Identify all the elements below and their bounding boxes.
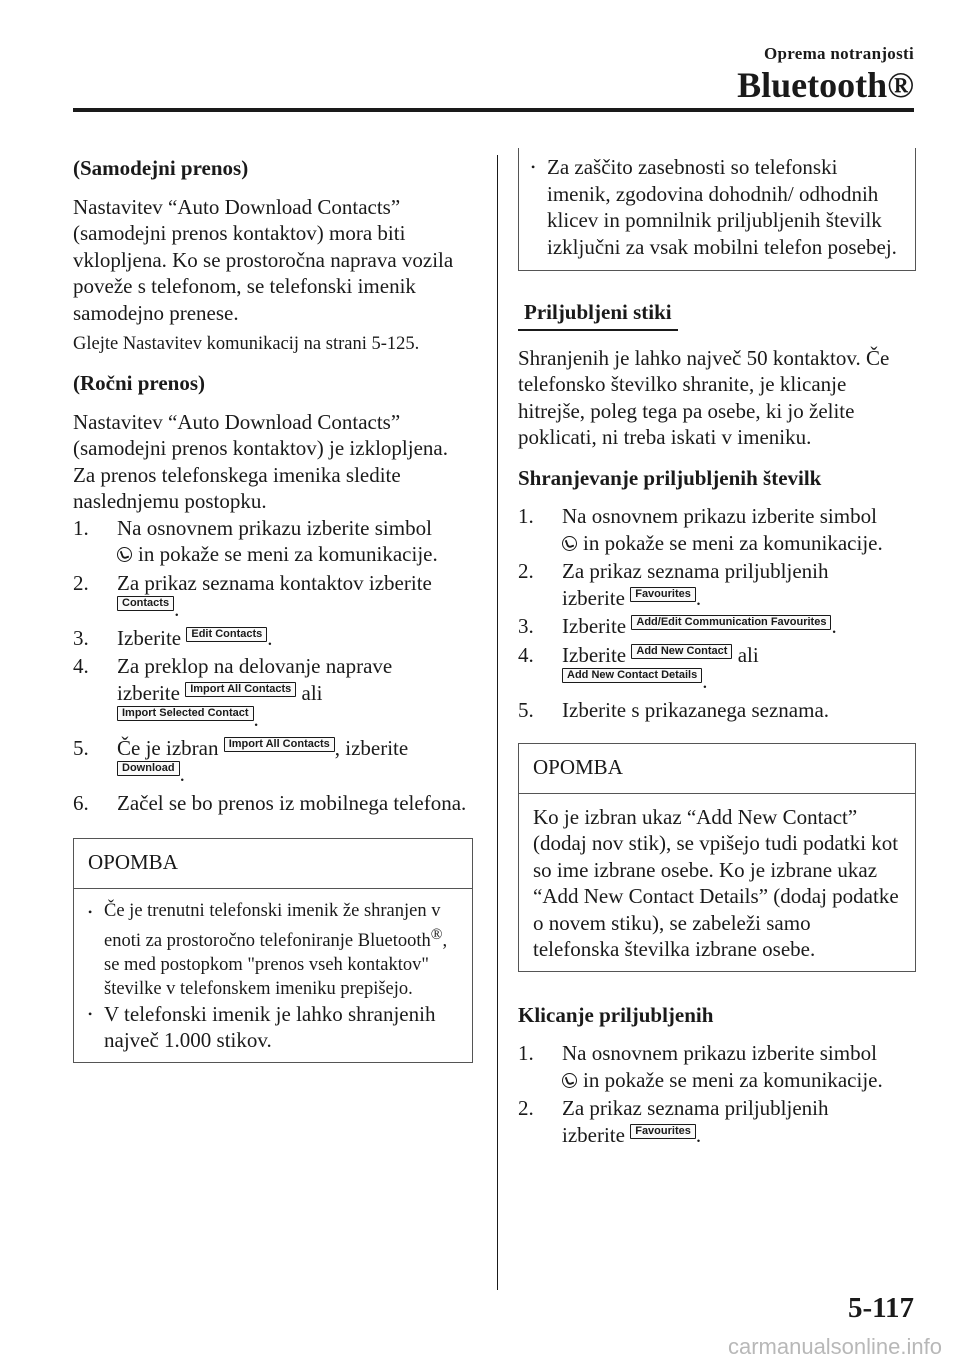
- step-text: Izberite: [562, 642, 627, 667]
- step-3: [73, 625, 473, 652]
- note-text: Če je trenutni telefonski imenik že shranjen v enoti za prostoročno telefoniranje Bluetooth: [104, 900, 441, 951]
- left-column: [73, 155, 473, 1063]
- step-text: Na osnovnem prikazu izberite simbol: [562, 1041, 877, 1065]
- step-text: in pokaže se meni za komunikacije.: [583, 530, 883, 555]
- step-number: 1.: [518, 1041, 534, 1065]
- step-text: Za preklop na delovanje naprave: [117, 654, 393, 678]
- call-favourites-heading: Klicanje priljubljenih: [518, 1002, 714, 1027]
- step-text: Na osnovnem prikazu izberite simbol: [117, 515, 432, 540]
- page-number: 5-117: [847, 1292, 914, 1324]
- step-5: [73, 735, 473, 788]
- contacts-button[interactable]: Contacts: [117, 596, 174, 611]
- add-new-contact-details-button[interactable]: Add New Contact Details: [562, 668, 702, 683]
- download-button[interactable]: Download: [117, 761, 180, 776]
- registered-mark: ®: [430, 925, 443, 943]
- step-4: [518, 642, 916, 695]
- step-6: [73, 790, 473, 817]
- add-new-contact-button[interactable]: Add New Contact: [631, 644, 732, 659]
- bullet-dot: •: [88, 1006, 93, 1021]
- step-2: [518, 558, 916, 611]
- note-bullet: [531, 154, 901, 260]
- phone-icon: [562, 536, 577, 551]
- note-box: [518, 743, 916, 972]
- note-bullet: [88, 899, 458, 1001]
- column-divider: [497, 155, 498, 1290]
- bullet-dot: •: [531, 160, 536, 174]
- step-punct: .: [253, 707, 259, 731]
- step-text: Če je izbran: [117, 735, 219, 760]
- step-punct: .: [267, 625, 273, 650]
- note-title: OPOMBA: [519, 744, 915, 794]
- step-1: [518, 1040, 916, 1093]
- edit-contacts-button[interactable]: Edit Contacts: [186, 627, 267, 642]
- step-punct: .: [702, 669, 708, 693]
- bullet-dot: •: [88, 904, 93, 919]
- step-text: izberite: [562, 585, 625, 610]
- auto-download-text: Nastavitev “Auto Download Contacts” (samodejni prenos kontaktov) mora biti vklopljena. Ko se prostoročna naprava vozila poveže s telefonom, se telefonski imenik samodejno prenese.: [73, 194, 454, 325]
- note-box: [73, 838, 473, 1063]
- step-text: Izberite: [562, 614, 627, 638]
- step-number: 6.: [73, 790, 89, 815]
- step-text: in pokaže se meni za komunikacije.: [583, 1067, 883, 1092]
- step-number: 4.: [73, 654, 89, 678]
- step-number: 2.: [73, 570, 89, 595]
- auto-download-heading: (Samodejni prenos): [73, 156, 249, 180]
- note-title: OPOMBA: [74, 839, 472, 889]
- right-column: [518, 148, 916, 1150]
- header-subtitle: Oprema notranjosti: [763, 44, 914, 63]
- note-bullet: [88, 1001, 458, 1054]
- step-number: 1.: [73, 515, 89, 540]
- step-number: 2.: [518, 559, 534, 583]
- step-punct: .: [179, 762, 185, 786]
- import-selected-contact-button[interactable]: Import Selected Contact: [117, 706, 254, 721]
- favourites-button[interactable]: Favourites: [630, 1124, 696, 1139]
- manual-download-text: Nastavitev “Auto Download Contacts” (samodejni prenos kontaktov) je izklopljena. Za prenos telefonskega imenika sledite naslednjemu postopku.: [73, 409, 448, 513]
- step-1: [73, 515, 473, 568]
- save-favourites-heading: Shranjevanje priljubljenih številk: [518, 465, 822, 490]
- favourites-heading: Priljubljeni stiki: [518, 299, 678, 331]
- step-3: [518, 613, 916, 640]
- import-all-contacts-button[interactable]: Import All Contacts: [185, 682, 296, 697]
- header-title: Bluetooth®: [737, 65, 914, 105]
- step-text: izberite: [117, 680, 180, 705]
- step-number: 2.: [518, 1096, 534, 1120]
- step-punct: .: [174, 597, 180, 621]
- step-text: in pokaže se meni za komunikacije.: [138, 542, 438, 566]
- watermark: carmanualsonline.info: [727, 1334, 942, 1359]
- favourites-button[interactable]: Favourites: [630, 587, 696, 602]
- step-text: ali: [737, 642, 759, 667]
- step-text: Za prikaz seznama priljubljenih: [562, 559, 829, 583]
- step-number: 3.: [73, 625, 89, 650]
- step-4: [73, 653, 473, 733]
- step-1: [518, 503, 916, 556]
- step-punct: .: [695, 585, 702, 610]
- phone-icon: [562, 1073, 577, 1088]
- step-number: 4.: [518, 642, 534, 667]
- header-rule: [73, 108, 914, 112]
- step-text: Na osnovnem prikazu izberite simbol: [562, 504, 877, 528]
- step-text: Začel se bo prenos iz mobilnega telefona.: [117, 790, 467, 815]
- note-text: V telefonski imenik je lahko shranjenih največ 1.000 stikov.: [104, 1001, 436, 1053]
- phone-icon: [117, 547, 132, 562]
- note-text: Ko je izbran ukaz “Add New Contact” (dodaj nov stik), se vpišejo tudi podatki kot so ime izbrane osebe. Ko je izbrane ukaz “Add New Contact Details” (dodaj podatke o novem stiku), se zabeleži samo telefonska številka izbrane osebe.: [533, 804, 899, 961]
- step-text: ali: [301, 680, 323, 705]
- step-text: Za prikaz seznama priljubljenih: [562, 1096, 829, 1120]
- note-continuation-box: [518, 148, 916, 271]
- step-punct: .: [695, 1122, 702, 1147]
- settings-reference: Glejte Nastavitev komunikacij na strani 5-125.: [73, 334, 420, 354]
- step-5: [518, 697, 916, 724]
- step-number: 5.: [73, 735, 89, 760]
- step-text: Za prikaz seznama kontaktov izberite: [117, 570, 432, 595]
- manual-download-heading: (Ročni prenos): [73, 371, 206, 395]
- favourites-text: Shranjenih je lahko največ 50 kontaktov. Če telefonsko številko shranite, je klicanje hitrejše, poleg tega pa osebe, ki jo želite poklicati, ni treba iskati v imeniku.: [518, 345, 890, 449]
- step-number: 3.: [518, 614, 534, 638]
- step-2: [73, 570, 473, 623]
- note-text: Za zaščito zasebnosti so telefonski imenik, zgodovina dohodnih/ odhodnih klicev in pomnilnik priljubljenih številk izključni za vsak mobilni telefon posebej.: [547, 155, 897, 259]
- step-text: , izberite: [334, 735, 409, 760]
- step-punct: .: [831, 614, 837, 638]
- step-2: [518, 1095, 916, 1148]
- step-text: izberite: [562, 1122, 625, 1147]
- step-text: Izberite s prikazanega seznama.: [562, 697, 830, 722]
- add-edit-favourites-button[interactable]: Add/Edit Communication Favourites: [631, 615, 831, 630]
- step-number: 1.: [518, 504, 534, 528]
- note-text: , se med postopkom "prenos vseh kontaktov" številke v telefonskem imeniku prepišejo.: [104, 930, 448, 999]
- step-number: 5.: [518, 697, 534, 722]
- step-text: Izberite: [117, 625, 182, 650]
- import-all-contacts-button[interactable]: Import All Contacts: [224, 737, 335, 752]
